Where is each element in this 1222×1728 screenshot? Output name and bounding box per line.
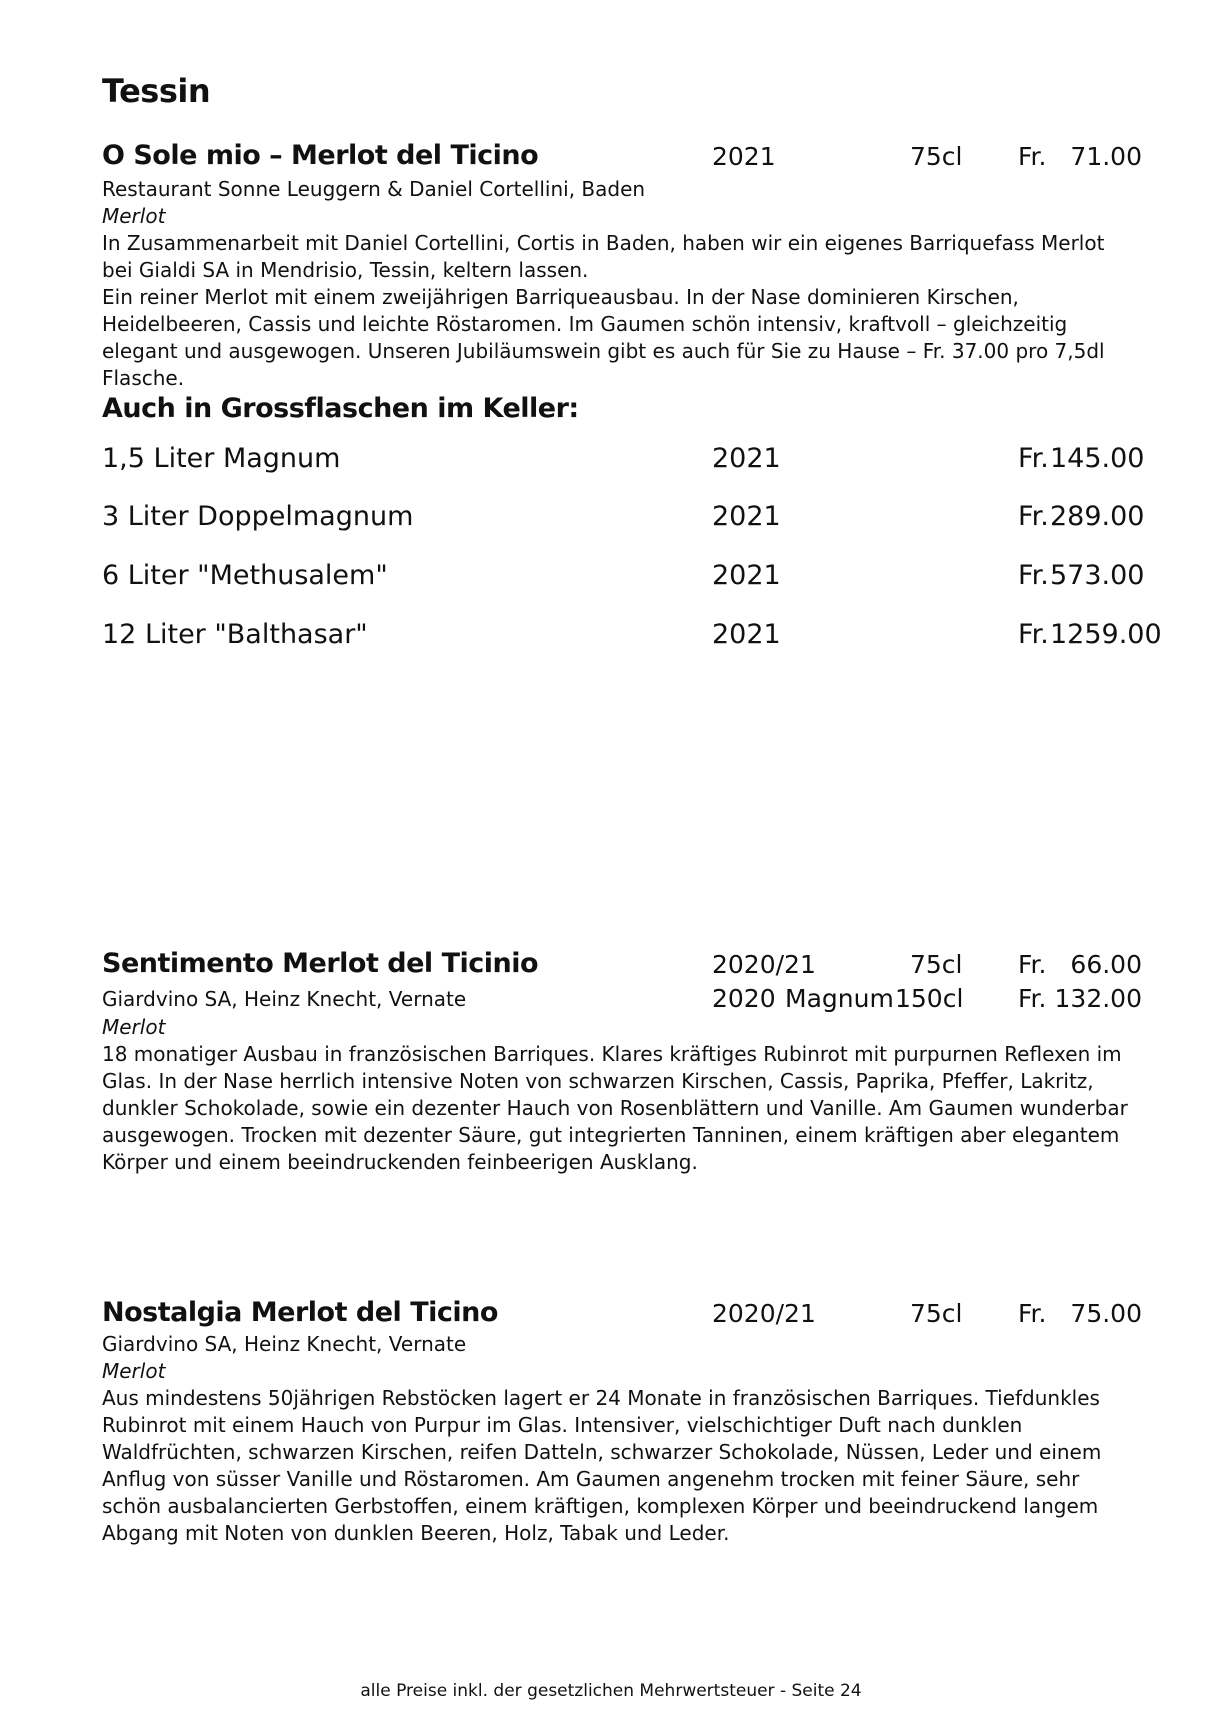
large-format-label: 1,5 Liter Magnum [102, 443, 341, 474]
wine-description: Aus mindestens 50jährigen Rebstöcken lagert er 24 Monate in französischen Barriques. Tiefdunkles Rubinrot mit einem Hauch von Purpur im Glas. Intensiver, vielschichtiger Duft nach dunklen Waldfrüchten, schwarzen Kirschen, reifen Datteln, schwarzer Schokolade, Nüssen, Leder und einem Anflug von süsser Vanille und Röstaromen. Am Gaumen angenehm trocken mit feiner Säure, sehr schön ausbalancierten Gerbstoffen, einem kräftigen, komplexen Körper und beeindruckend langem Abgang mit Noten von dunklen Beeren, Holz, Tabak und Leder. [102, 1386, 1102, 1545]
wine-price: 75.00 [1070, 1299, 1142, 1328]
large-format-label: 6 Liter "Methusalem" [102, 560, 388, 591]
wine-price: 71.00 [1070, 142, 1142, 171]
price-currency: Fr. [1018, 560, 1049, 591]
wine-grape: Merlot [102, 1359, 166, 1383]
wine-grape: Merlot [102, 204, 166, 228]
large-format-label: 12 Liter "Balthasar" [102, 619, 368, 650]
large-format-price: 573.00 [1050, 560, 1145, 591]
wine-producer: Restaurant Sonne Leuggern & Daniel Cortellini, Baden [102, 177, 646, 201]
wine-year: 2021 [712, 142, 776, 171]
region-title: Tessin [102, 72, 211, 110]
large-format-price: 145.00 [1050, 443, 1145, 474]
wine-description [102, 230, 1137, 392]
wine-name: Sentimento Merlot del Ticinio [102, 948, 539, 979]
wine-grape: Merlot [102, 1015, 166, 1039]
wine-size: 75cl [910, 1299, 963, 1328]
magnum-price: 132.00 [1054, 984, 1142, 1013]
wine-name: Nostalgia Merlot del Ticino [102, 1297, 498, 1328]
price-currency: Fr. [1018, 1299, 1047, 1328]
wine-description: 18 monatiger Ausbau in französischen Barriques. Klares kräftiges Rubinrot mit purpurnen Reflexen im Glas. In der Nase herrlich intensive Noten von schwarzen Kirschen, Cassis, Paprika, Pfeffer, Lakritz, dunkler Schokolade, sowie ein dezenter Hauch von Rosenblättern und Vanille. Am Gaumen wunderbar ausgewogen. Trocken mit dezenter Säure, gut integrierten Tanninen, einem kräftigen aber elegantem Körper und einem beeindruckenden feinbeerigen Ausklang. [102, 1042, 1128, 1174]
description-paragraph: Ein reiner Merlot mit einem zweijährigen Barriqueausbau. In der Nase dominieren Kirschen, Heidelbeeren, Cassis und leichte Röstaromen. Im Gaumen schön intensiv, kraftvoll – gleichzeitig elegant und ausgewogen. Unseren Jubiläumswein gibt es auch für Sie zu Hause – Fr. 37.00 pro 7,5dl Flasche. [102, 285, 1105, 390]
price-currency: Fr. [1018, 443, 1049, 474]
magnum-label: Magnum [785, 984, 894, 1013]
description-paragraph: In Zusammenarbeit mit Daniel Cortellini, Cortis in Baden, haben wir ein eigenes Barriquefass Merlot bei Gialdi SA in Mendrisio, Tessin, keltern lassen. [102, 231, 1105, 282]
large-format-year: 2021 [712, 619, 781, 650]
large-format-year: 2021 [712, 443, 781, 474]
large-format-year: 2021 [712, 560, 781, 591]
large-format-label: 3 Liter Doppelmagnum [102, 501, 414, 532]
wine-size: 75cl [910, 950, 963, 979]
price-currency: Fr. [1018, 984, 1047, 1013]
wine-year: 2020/21 [712, 950, 816, 979]
wine-year: 2020/21 [712, 1299, 816, 1328]
price-currency: Fr. [1018, 619, 1049, 650]
price-currency: Fr. [1018, 950, 1047, 979]
large-format-price: 1259.00 [1050, 619, 1162, 650]
price-currency: Fr. [1018, 142, 1047, 171]
wine-producer: Giardvino SA, Heinz Knecht, Vernate [102, 1332, 467, 1356]
wine-price: 66.00 [1070, 950, 1142, 979]
large-format-price: 289.00 [1050, 501, 1145, 532]
wine-size: 75cl [910, 142, 963, 171]
page-footer: alle Preise inkl. der gesetzlichen Mehrwertsteuer - Seite 24 [360, 1681, 862, 1701]
magnum-size: 150cl [895, 984, 964, 1013]
magnum-year: 2020 [712, 984, 776, 1013]
large-format-year: 2021 [712, 501, 781, 532]
wine-producer: Giardvino SA, Heinz Knecht, Vernate [102, 987, 467, 1011]
wine-name: O Sole mio – Merlot del Ticino [102, 140, 539, 171]
large-formats-title: Auch in Grossflaschen im Keller: [102, 393, 579, 424]
price-currency: Fr. [1018, 501, 1049, 532]
